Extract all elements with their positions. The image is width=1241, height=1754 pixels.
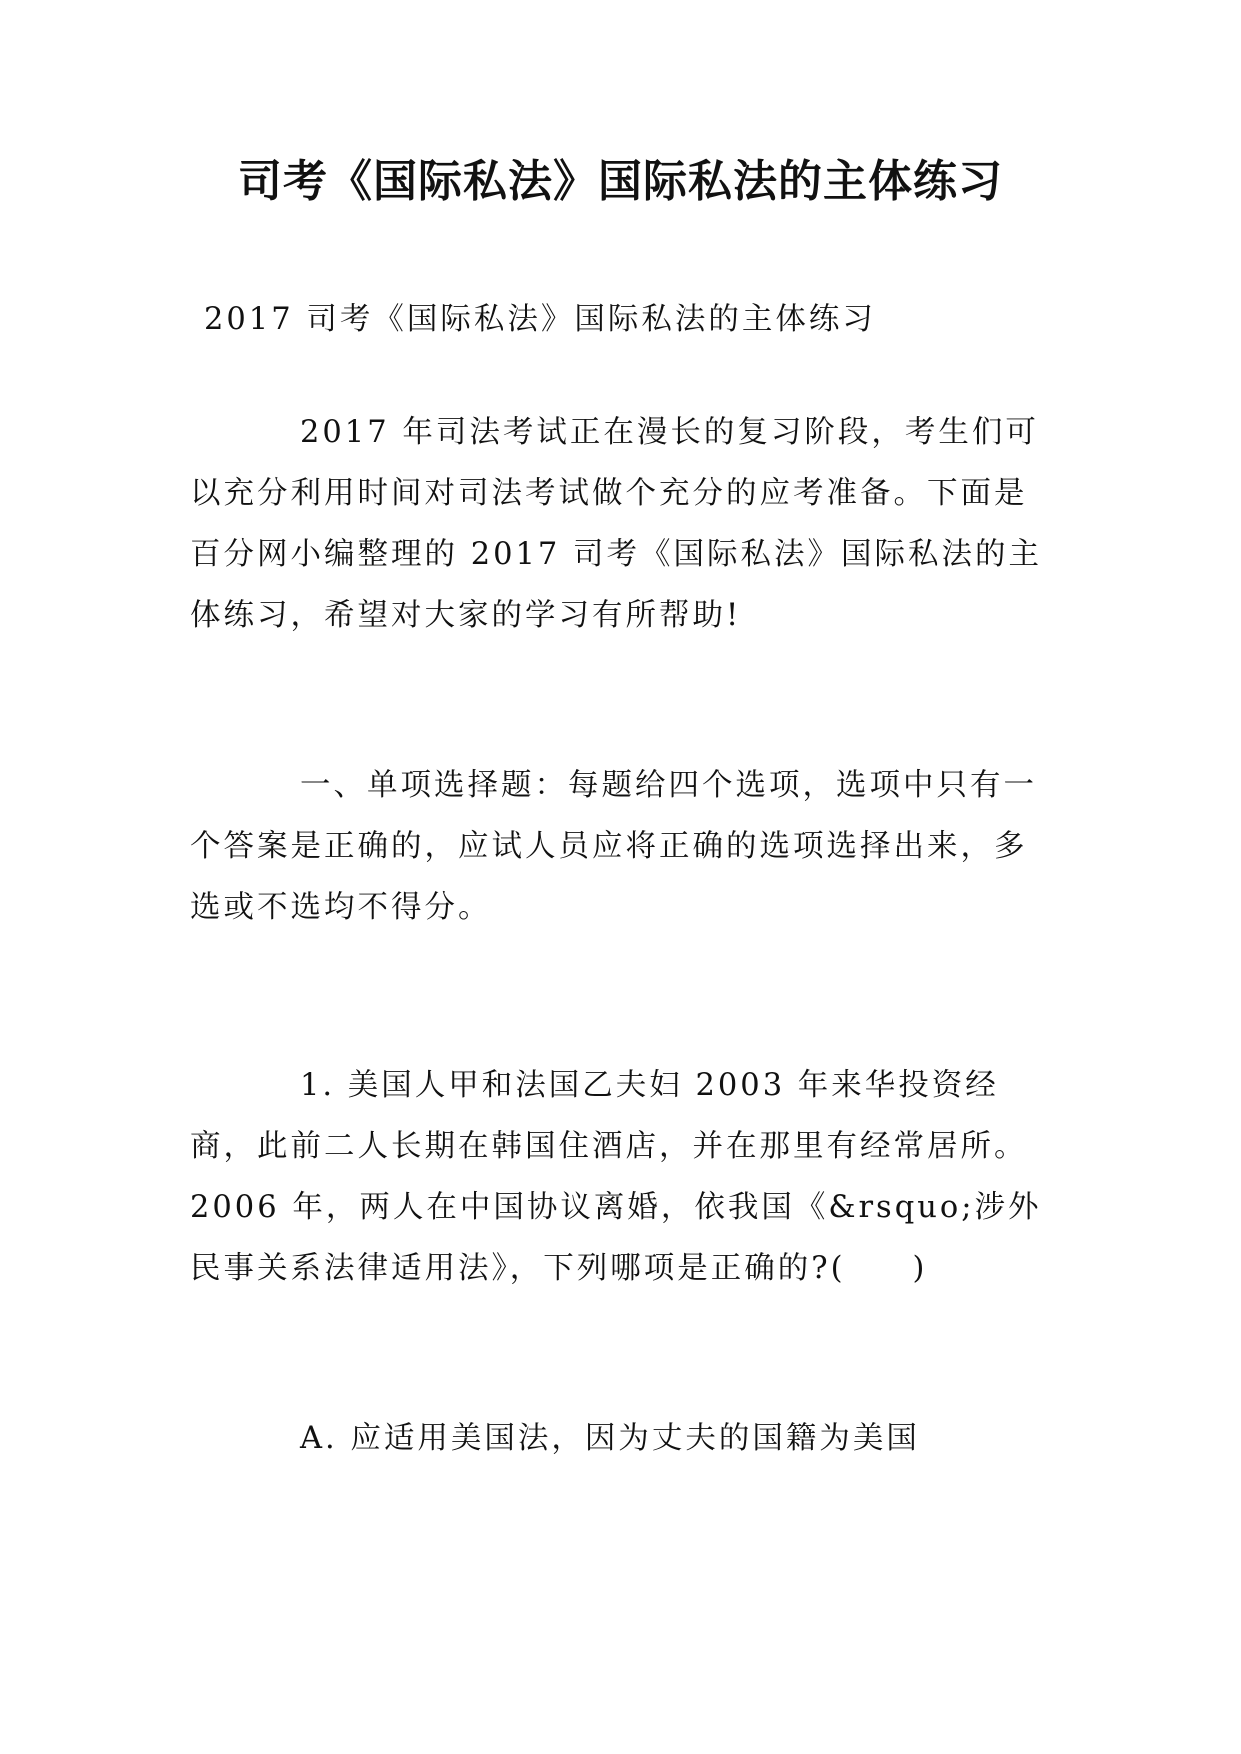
option-a: A. 应适用美国法，因为丈夫的国籍为美国 — [300, 1421, 920, 1456]
question-1: 1. 美国人甲和法国乙夫妇 2003 年来华投资经商，此前二人长期在韩国住酒店，并在那里有经常居所。2006 年，两人在中国协议离婚，依我国《&rsquo;涉外民事关系法律适用法》，下列哪项是正确的?( ) — [190, 1068, 1042, 1286]
intro-paragraph: 2017 年司法考试正在漫长的复习阶段，考生们可以充分利用时间对司法考试做个充分的应考准备。下面是百分网小编整理的 2017 司考《国际私法》国际私法的主体练习，希望对大家的学习有所帮助! — [190, 415, 1043, 633]
section-heading: 一、单项选择题：每题给四个选项，选项中只有一个答案是正确的，应试人员应将正确的选项选择出来，多选或不选均不得分。 — [190, 768, 1037, 925]
document-title: 司考《国际私法》国际私法的主体练习 — [238, 156, 1003, 207]
document-subtitle: 2017 司考《国际私法》国际私法的主体练习 — [204, 302, 876, 337]
